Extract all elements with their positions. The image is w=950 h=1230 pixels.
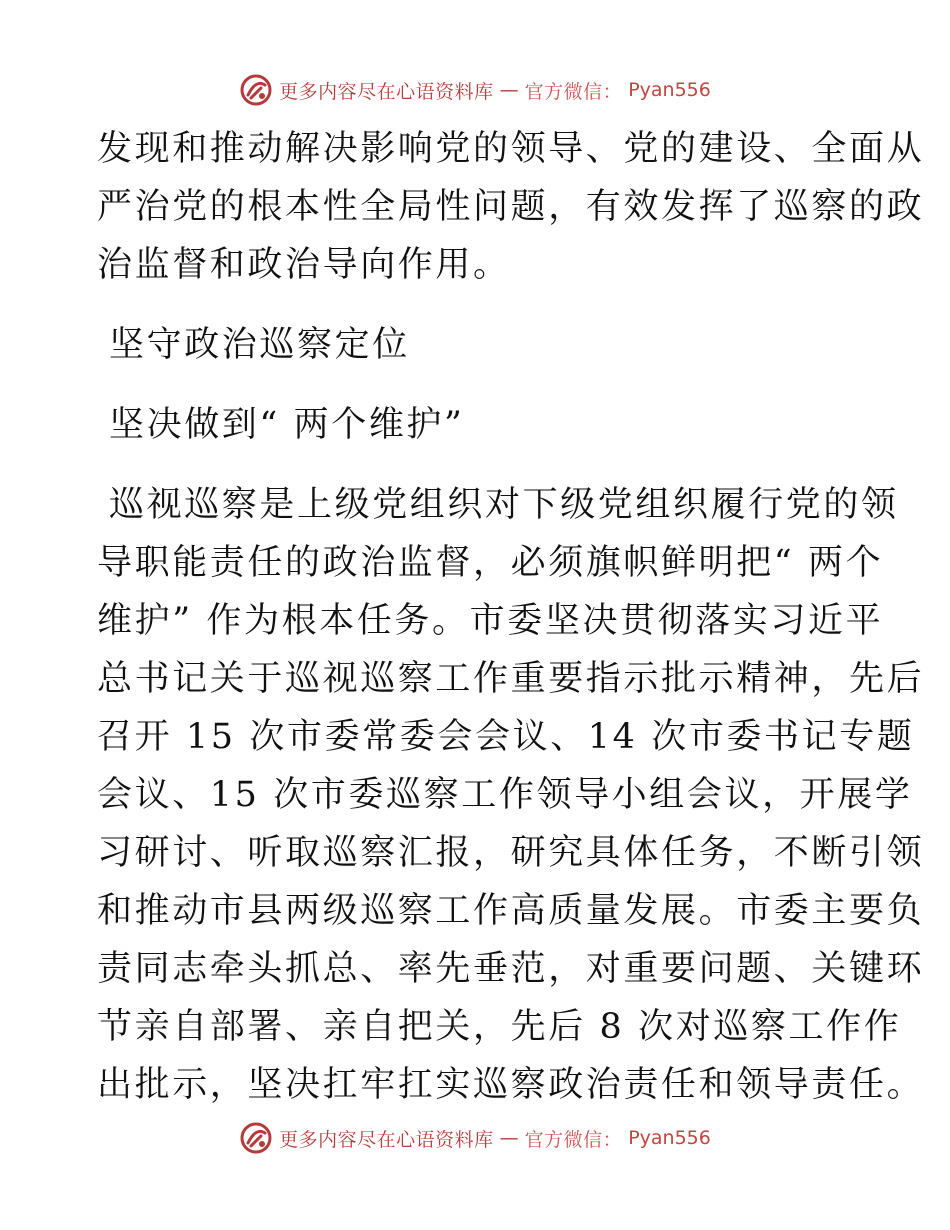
text-line: 巡视巡察是上级党组织对下级党组织履行党的领 <box>109 485 899 525</box>
text-line: 和推动市县两级巡察工作高质量发展。市委主要负 <box>97 891 925 931</box>
text-line: 召开 15 次市委常委会会议、14 次市委书记专题 <box>97 717 915 757</box>
watermark-dash: — <box>499 1127 519 1149</box>
logo-icon <box>239 1121 273 1155</box>
section-heading-2: 坚决做到“ 两个维护” <box>109 405 465 445</box>
text-line: 严治党的根本性全局性问题，有效发挥了巡察的政 <box>97 187 925 227</box>
watermark-official-text: 官方微信： <box>524 80 623 103</box>
text-line: 节亲自部署、亲自把关，先后 8 次对巡察工作作 <box>97 1007 902 1047</box>
watermark-brand: Pyan556 <box>628 79 711 101</box>
watermark-dash: — <box>499 79 519 101</box>
text-line: 出批示，坚决扛牢扛实巡察政治责任和领导责任。 <box>97 1065 925 1105</box>
text-line: 会议、15 次市委巡察工作领导小组会议，开展学 <box>97 775 913 815</box>
header-watermark <box>0 70 950 110</box>
paragraph-2 <box>97 476 925 1114</box>
section-heading-1: 坚守政治巡察定位 <box>109 325 410 365</box>
paragraph-1 <box>97 120 925 294</box>
watermark-brand: Pyan556 <box>628 1127 711 1149</box>
document-body <box>97 120 925 1114</box>
text-line: 总书记关于巡视巡察工作重要指示批示精神，先后 <box>97 659 925 699</box>
text-line: 责同志牵头抓总、率先垂范，对重要问题、关键环 <box>97 949 925 989</box>
text-line: 导职能责任的政治监督，必须旗帜鲜明把“ 两个 <box>97 543 884 583</box>
text-line: 维护” 作为根本任务。市委坚决贯彻落实习近平 <box>97 601 884 641</box>
watermark-official-text: 官方微信： <box>524 1128 623 1151</box>
watermark-main-text: 更多内容尽在心语资料库 <box>279 1128 494 1151</box>
text-line: 治监督和政治导向作用。 <box>97 245 511 285</box>
watermark-main-text: 更多内容尽在心语资料库 <box>279 80 494 103</box>
text-line: 习研讨、听取巡察汇报，研究具体任务，不断引领 <box>97 833 925 873</box>
logo-icon <box>239 73 273 107</box>
footer-watermark <box>0 1118 950 1158</box>
text-line: 发现和推动解决影响党的领导、党的建设、全面从 <box>97 129 925 169</box>
